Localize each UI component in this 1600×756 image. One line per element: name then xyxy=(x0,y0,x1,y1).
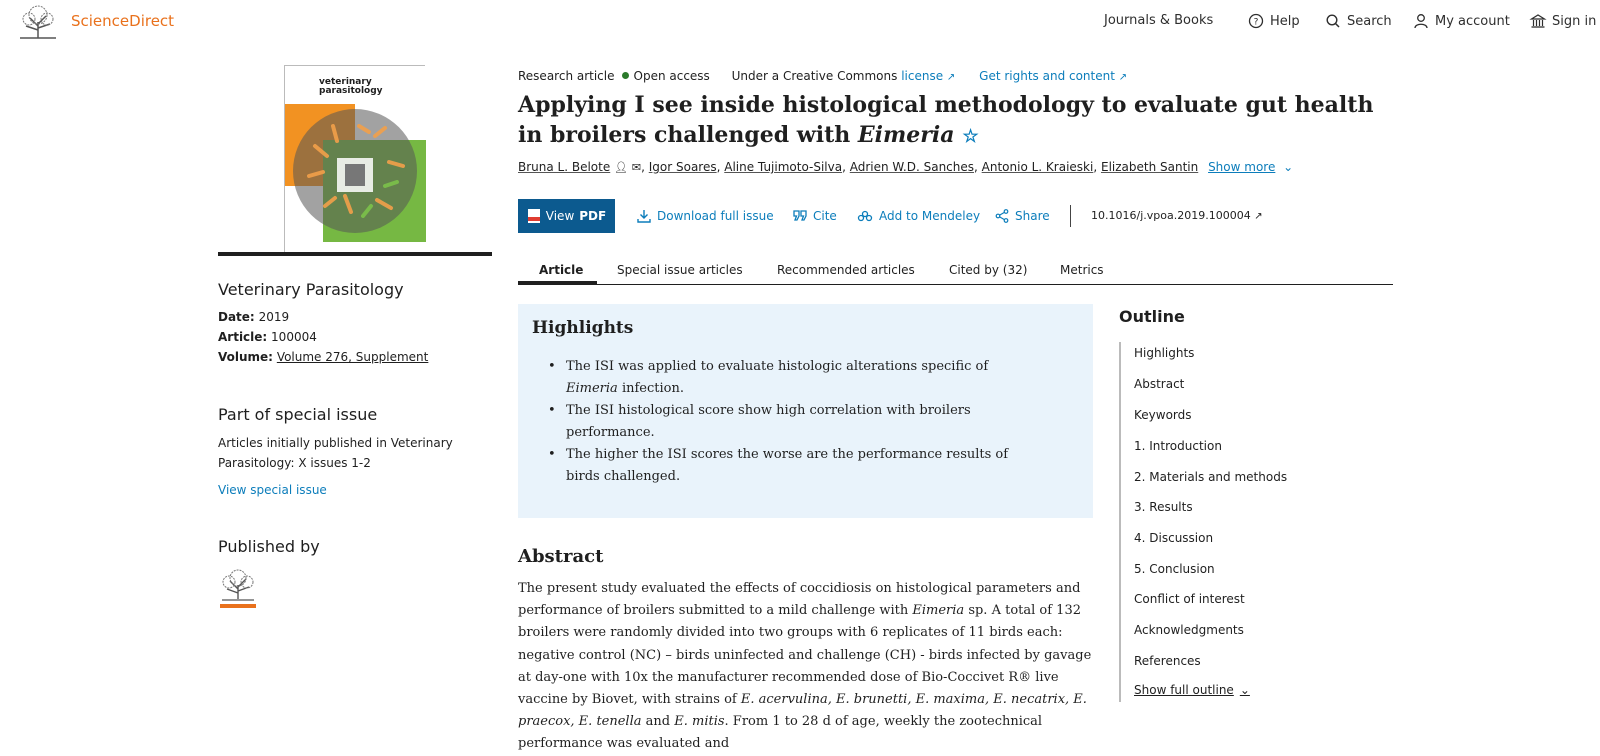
meta-article xyxy=(218,330,317,344)
journal-name[interactable]: Veterinary Parasitology xyxy=(218,280,404,299)
volume-link[interactable]: Volume 276, Supplement xyxy=(276,350,429,364)
license-link-label: license xyxy=(901,69,944,83)
article-type: Research article xyxy=(518,69,615,83)
nav-help[interactable] xyxy=(1248,13,1300,29)
tab-special-issue-articles[interactable]: Special issue articles xyxy=(617,263,743,277)
special-issue-heading: Part of special issue xyxy=(218,405,378,424)
active-tab-indicator xyxy=(518,281,597,285)
abstract-part: The present study evaluated the effects of coccidiosis on histological parameters and performance of broilers submitted to a mild challenge with xyxy=(518,581,1081,619)
add-to-mendeley-button[interactable] xyxy=(857,209,980,223)
outline-item-materials-methods[interactable]: 2. Materials and methods xyxy=(1134,470,1288,484)
outline-bar xyxy=(1119,342,1121,702)
download-icon xyxy=(637,209,651,223)
cc-prefix: Under a Creative Commons xyxy=(731,69,898,83)
volume-label: Volume: xyxy=(218,350,273,364)
show-more-label: Show more xyxy=(1208,160,1276,174)
tab-recommended-articles[interactable]: Recommended articles xyxy=(777,263,915,277)
bookmark-star-icon[interactable]: ☆ xyxy=(962,126,979,147)
author-link[interactable]: Adrien W.D. Sanches xyxy=(849,160,975,174)
chevron-down-icon[interactable]: ⌄ xyxy=(1283,160,1294,174)
highlight-tail: infection. xyxy=(621,381,684,396)
mendeley-label: Add to Mendeley xyxy=(879,209,981,223)
abstract-italic: E. mitis xyxy=(674,714,725,730)
article-title-main: Applying I see inside histological methodology to evaluate gut health in broilers challenged with xyxy=(518,92,1374,148)
highlight-text: The ISI histological score show high correlation with broilers performance. xyxy=(566,403,971,440)
rights-link-label: Get rights and content xyxy=(979,69,1115,83)
quote-icon xyxy=(793,209,807,223)
svg-text:?: ? xyxy=(1253,17,1259,28)
view-pdf-format: PDF xyxy=(579,209,607,223)
rights-link[interactable] xyxy=(979,69,1127,83)
date-value: 2019 xyxy=(258,310,290,324)
tab-cited-by[interactable]: Cited by (32) xyxy=(949,263,1028,277)
abstract-title: Abstract xyxy=(518,546,604,567)
share-icon xyxy=(995,209,1009,223)
abstract-italic: Eimeria xyxy=(912,603,965,619)
doi-label: 10.1016/j.vpoa.2019.100004 xyxy=(1091,209,1251,222)
institution-icon xyxy=(1530,13,1546,29)
outline-item-results[interactable]: 3. Results xyxy=(1134,500,1193,514)
highlight-italic: Eimeria xyxy=(566,381,618,396)
outline-item-keywords[interactable]: Keywords xyxy=(1134,408,1192,422)
show-full-outline-label: Show full outline xyxy=(1134,683,1234,697)
nav-journals-books[interactable] xyxy=(1104,13,1213,28)
toolbar-divider xyxy=(1070,205,1071,227)
outline-item-conclusion[interactable]: 5. Conclusion xyxy=(1134,562,1215,576)
site-header xyxy=(0,0,1600,44)
elsevier-publisher-logo-icon[interactable] xyxy=(218,567,258,611)
download-label: Download full issue xyxy=(657,209,774,223)
download-full-issue-button[interactable] xyxy=(637,209,774,223)
article-tabs xyxy=(518,259,1393,285)
open-access-dot-icon xyxy=(622,72,629,79)
help-icon xyxy=(1248,13,1264,29)
author-email-icon[interactable]: ✉ xyxy=(631,161,642,174)
highlight-item xyxy=(548,356,1028,400)
license-link[interactable] xyxy=(901,69,955,83)
nav-sign-in[interactable] xyxy=(1530,13,1596,29)
abstract-part: sp. A total of 132 broilers were randomly divided into two groups with 6 replicates of 11 birds each: negative control (NC) – birds uninfected and challenge (CH) - birds infected by gavage at day-one with 10x the manufacturer recommended dose of Bio-Coccivet R® live vaccine by Biovet, with strains of xyxy=(518,603,1092,708)
highlight-text: The ISI was applied to evaluate histologic alterations specific of xyxy=(566,359,989,374)
tab-metrics[interactable]: Metrics xyxy=(1060,263,1104,277)
authors-list: Bruna L. Belote 👤︎ ✉, Igor Soares, Aline Tujimoto-Silva, Adrien W.D. Sanches, Antonio L. Kraieski, Elizabeth Santin Show more ⌄ xyxy=(518,160,1294,174)
meta-date xyxy=(218,310,289,324)
share-button[interactable] xyxy=(995,209,1050,223)
share-label: Share xyxy=(1015,209,1050,223)
author-link[interactable]: Bruna L. Belote xyxy=(518,160,611,174)
elsevier-tree-logo-icon[interactable] xyxy=(18,4,58,40)
abstract-italic: E. acervulina, E. brunetti, E. maxima, E. necatrix, E. praecox, E. tenella xyxy=(518,692,1087,730)
view-pdf-label: View xyxy=(545,209,575,223)
outline-item-acknowledgments[interactable]: Acknowledgments xyxy=(1134,623,1244,637)
pdf-file-icon xyxy=(527,208,541,224)
highlights-list xyxy=(548,356,1028,488)
highlights-title: Highlights xyxy=(532,318,634,338)
cover-journal-title: veterinary parasitology xyxy=(319,77,383,96)
cite-button[interactable] xyxy=(793,209,837,223)
tab-article[interactable]: Article xyxy=(539,263,584,277)
article-title xyxy=(518,90,1398,152)
view-special-issue-link[interactable]: View special issue xyxy=(218,483,327,497)
outline-title: Outline xyxy=(1119,307,1185,326)
nav-help-label: Help xyxy=(1270,13,1300,29)
doi-link[interactable] xyxy=(1091,209,1263,222)
external-link-icon: ↗ xyxy=(946,72,956,83)
highlight-text: The higher the ISI scores the worse are the performance results of birds challenged. xyxy=(566,447,1009,484)
nav-sign-in-label: Sign in xyxy=(1552,13,1597,29)
abstract-part: . From 1 to 28 d of age, weekly the zootechnical performance was evaluated and xyxy=(518,714,1043,752)
outline-item-highlights[interactable]: Highlights xyxy=(1134,346,1195,360)
outline-item-references[interactable]: References xyxy=(1134,654,1201,668)
date-label: Date: xyxy=(218,310,255,324)
user-icon xyxy=(1413,13,1429,29)
article-meta-row xyxy=(518,69,1127,83)
nav-search-label: Search xyxy=(1347,13,1392,29)
outline-item-conflict[interactable]: Conflict of interest xyxy=(1134,592,1245,606)
highlight-item xyxy=(548,400,1028,444)
search-icon xyxy=(1325,13,1341,29)
cover-underline xyxy=(218,252,492,256)
nav-my-account-label: My account xyxy=(1435,13,1510,29)
highlights-box xyxy=(518,304,1093,518)
outline-item-abstract[interactable]: Abstract xyxy=(1134,377,1185,391)
journal-cover-image[interactable] xyxy=(284,65,425,252)
open-access-label: Open access xyxy=(633,69,710,83)
nav-my-account[interactable] xyxy=(1413,13,1510,29)
author-link[interactable]: Antonio L. Kraieski xyxy=(981,160,1094,174)
view-pdf-button[interactable] xyxy=(518,199,615,233)
outline-item-introduction[interactable]: 1. Introduction xyxy=(1134,439,1222,453)
abstract-part: and xyxy=(645,714,671,730)
external-link-icon: ↗ xyxy=(1254,211,1263,222)
article-value: 100004 xyxy=(271,330,317,344)
author-person-icon[interactable]: 👤︎ xyxy=(614,161,629,174)
cite-label: Cite xyxy=(813,209,837,223)
abstract-text xyxy=(518,578,1093,756)
special-issue-text: Articles initially published in Veterinary Parasitology: X issues 1-2 xyxy=(218,436,453,470)
outline-item-discussion[interactable]: 4. Discussion xyxy=(1134,531,1214,545)
external-link-icon: ↗ xyxy=(1118,72,1128,83)
author-link[interactable]: Elizabeth Santin xyxy=(1100,160,1199,174)
meta-volume xyxy=(218,350,428,364)
author-link[interactable]: Igor Soares xyxy=(648,160,717,174)
show-full-outline-button[interactable] xyxy=(1134,683,1250,697)
chevron-down-icon: ⌄ xyxy=(1239,683,1250,697)
published-by-heading: Published by xyxy=(218,537,320,556)
article-title-italic: Eimeria xyxy=(857,122,955,148)
highlight-item xyxy=(548,444,1028,488)
mendeley-icon xyxy=(857,209,873,223)
show-more-authors-button[interactable] xyxy=(1208,160,1275,174)
author-link[interactable]: Aline Tujimoto-Silva xyxy=(724,160,843,174)
article-label: Article: xyxy=(218,330,268,344)
nav-search[interactable] xyxy=(1325,13,1392,29)
nav-journals-books-label: Journals & Books xyxy=(1104,13,1214,28)
brand-logo-text[interactable]: ScienceDirect xyxy=(71,12,175,30)
